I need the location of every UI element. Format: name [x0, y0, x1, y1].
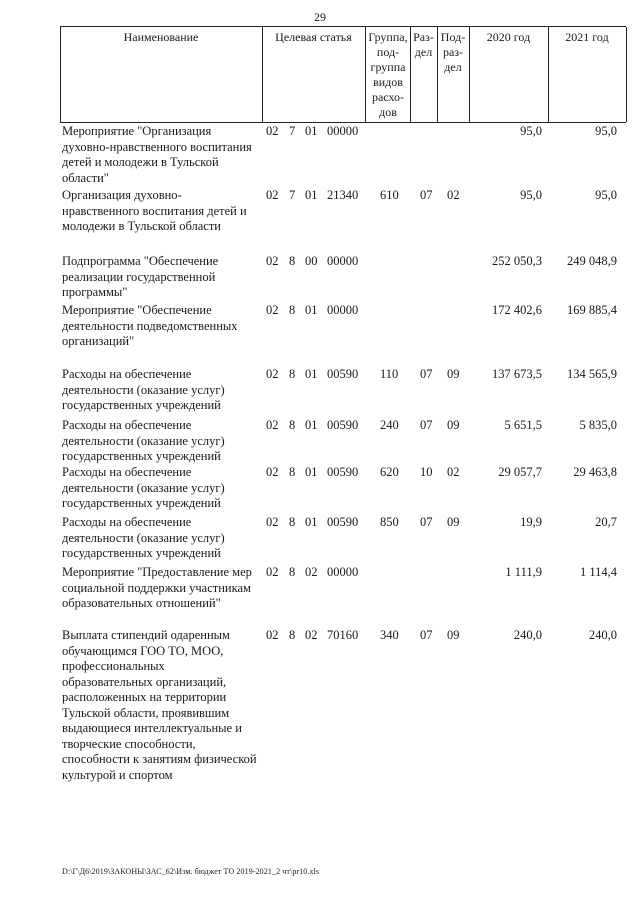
section-code: 07: [420, 367, 433, 381]
page-number: 29: [314, 10, 326, 24]
row-name: Подпрограмма "Обеспечение реализации государственной программы": [62, 254, 219, 299]
section-code: 07: [420, 188, 433, 202]
group-code: 240: [380, 418, 399, 432]
code-part-4: 21340: [327, 188, 359, 202]
code-part-3: 01: [305, 465, 318, 479]
file-path-footer: D:\Г\Д6\2019\ЗАКОНЫ\ЗАС_62\Изм. бюджет ТО 2019-2021_2 чт\pr10.xls: [62, 867, 320, 876]
value-2021: 95,0: [595, 188, 617, 202]
section-code: 07: [420, 628, 433, 642]
code-part-4: 00590: [327, 367, 359, 381]
code-part-2: 8: [289, 515, 296, 529]
header-2020: 2020 год: [486, 30, 531, 44]
code-part-1: 02: [266, 367, 279, 381]
value-2020: 95,0: [520, 188, 542, 202]
section-code: 10: [420, 465, 433, 479]
value-2020: 252 050,3: [492, 254, 542, 268]
code-part-1: 02: [266, 254, 279, 268]
code-part-4: 00000: [327, 303, 359, 317]
code-part-4: 70160: [327, 628, 359, 642]
code-part-1: 02: [266, 188, 279, 202]
section-code: 07: [420, 418, 433, 432]
subsection-code: 09: [447, 628, 460, 642]
code-part-3: 00: [305, 254, 318, 268]
code-part-2: 8: [289, 628, 296, 642]
value-2021: 20,7: [595, 515, 617, 529]
value-2020: 240,0: [513, 628, 542, 642]
value-2020: 172 402,6: [492, 303, 542, 317]
code-part-1: 02: [266, 628, 279, 642]
code-part-3: 01: [305, 367, 318, 381]
code-part-1: 02: [266, 565, 279, 579]
value-2020: 19,9: [520, 515, 542, 529]
value-2021: 1 114,4: [579, 565, 617, 579]
group-code: 340: [380, 628, 399, 642]
value-2020: 1 111,9: [505, 565, 542, 579]
value-2021: 134 565,9: [567, 367, 617, 381]
row-name: Мероприятие "Предоставление мер социальной поддержки участникам образовательных отношений": [62, 565, 252, 610]
code-part-4: 00590: [327, 515, 359, 529]
row-name: Выплата стипендий одаренным обучающимся ГОО ТО, МОО, профессиональных образовательных организаций, расположенных на территории Тульской области, проявившим выдающиеся интеллектуальные и творческие способности, способности к занятиям физической культурой и спортом: [62, 628, 257, 782]
value-2020: 5 651,5: [504, 418, 542, 432]
value-2020: 29 057,7: [498, 465, 542, 479]
code-part-2: 7: [289, 188, 296, 202]
value-2021: 169 885,4: [567, 303, 617, 317]
code-part-3: 02: [305, 565, 318, 579]
value-2021: 240,0: [588, 628, 617, 642]
subsection-code: 09: [447, 367, 460, 381]
table-header: [60, 26, 626, 123]
code-part-3: 01: [305, 124, 318, 138]
code-part-3: 01: [305, 303, 318, 317]
code-part-1: 02: [266, 303, 279, 317]
row-name: Расходы на обеспечение деятельности (оказание услуг) государственных учреждений: [62, 515, 225, 560]
group-code: 620: [380, 465, 399, 479]
row-name: Организация духовно-нравственного воспитания детей и молодежи в Тульской области: [62, 188, 247, 233]
row-name: Расходы на обеспечение деятельности (оказание услуг) государственных учреждений: [62, 367, 225, 412]
code-part-2: 8: [289, 418, 296, 432]
code-part-2: 8: [289, 565, 296, 579]
code-part-2: 8: [289, 465, 296, 479]
row-name: Расходы на обеспечение деятельности (оказание услуг) государственных учреждений: [62, 465, 225, 510]
subsection-code: 02: [447, 465, 460, 479]
code-part-3: 02: [305, 628, 318, 642]
subsection-code: 09: [447, 515, 460, 529]
subsection-code: 02: [447, 188, 460, 202]
code-part-4: 00000: [327, 254, 359, 268]
code-part-4: 00590: [327, 465, 359, 479]
code-part-4: 00590: [327, 418, 359, 432]
header-subsection: Под- раз- дел: [440, 30, 466, 74]
value-2020: 137 673,5: [492, 367, 542, 381]
header-target: Целевая статья: [275, 30, 352, 44]
code-part-2: 8: [289, 367, 296, 381]
header-group: Группа, под- группа видов расхо- дов: [368, 30, 408, 119]
value-2021: 5 835,0: [579, 418, 617, 432]
group-code: 850: [380, 515, 399, 529]
code-part-2: 7: [289, 124, 296, 138]
code-part-1: 02: [266, 124, 279, 138]
code-part-1: 02: [266, 515, 279, 529]
section-code: 07: [420, 515, 433, 529]
code-part-4: 00000: [327, 124, 359, 138]
header-name: Наименование: [123, 30, 199, 44]
code-part-4: 00000: [327, 565, 359, 579]
code-part-1: 02: [266, 465, 279, 479]
row-name: Расходы на обеспечение деятельности (оказание услуг) государственных учреждений: [62, 418, 225, 463]
value-2021: 29 463,8: [573, 465, 617, 479]
group-code: 610: [380, 188, 399, 202]
subsection-code: 09: [447, 418, 460, 432]
header-section: Раз- дел: [413, 30, 434, 59]
value-2020: 95,0: [520, 124, 542, 138]
code-part-2: 8: [289, 303, 296, 317]
code-part-3: 01: [305, 418, 318, 432]
code-part-2: 8: [289, 254, 296, 268]
header-2021: 2021 год: [565, 30, 609, 44]
value-2021: 95,0: [595, 124, 617, 138]
row-name: Мероприятие "Организация духовно-нравственного воспитания детей и молодежи в Тульской области": [62, 124, 252, 185]
value-2021: 249 048,9: [567, 254, 617, 268]
code-part-3: 01: [305, 188, 318, 202]
code-part-3: 01: [305, 515, 318, 529]
row-name: Мероприятие "Обеспечение деятельности подведомственных организаций": [62, 303, 238, 348]
code-part-1: 02: [266, 418, 279, 432]
group-code: 110: [380, 367, 399, 381]
